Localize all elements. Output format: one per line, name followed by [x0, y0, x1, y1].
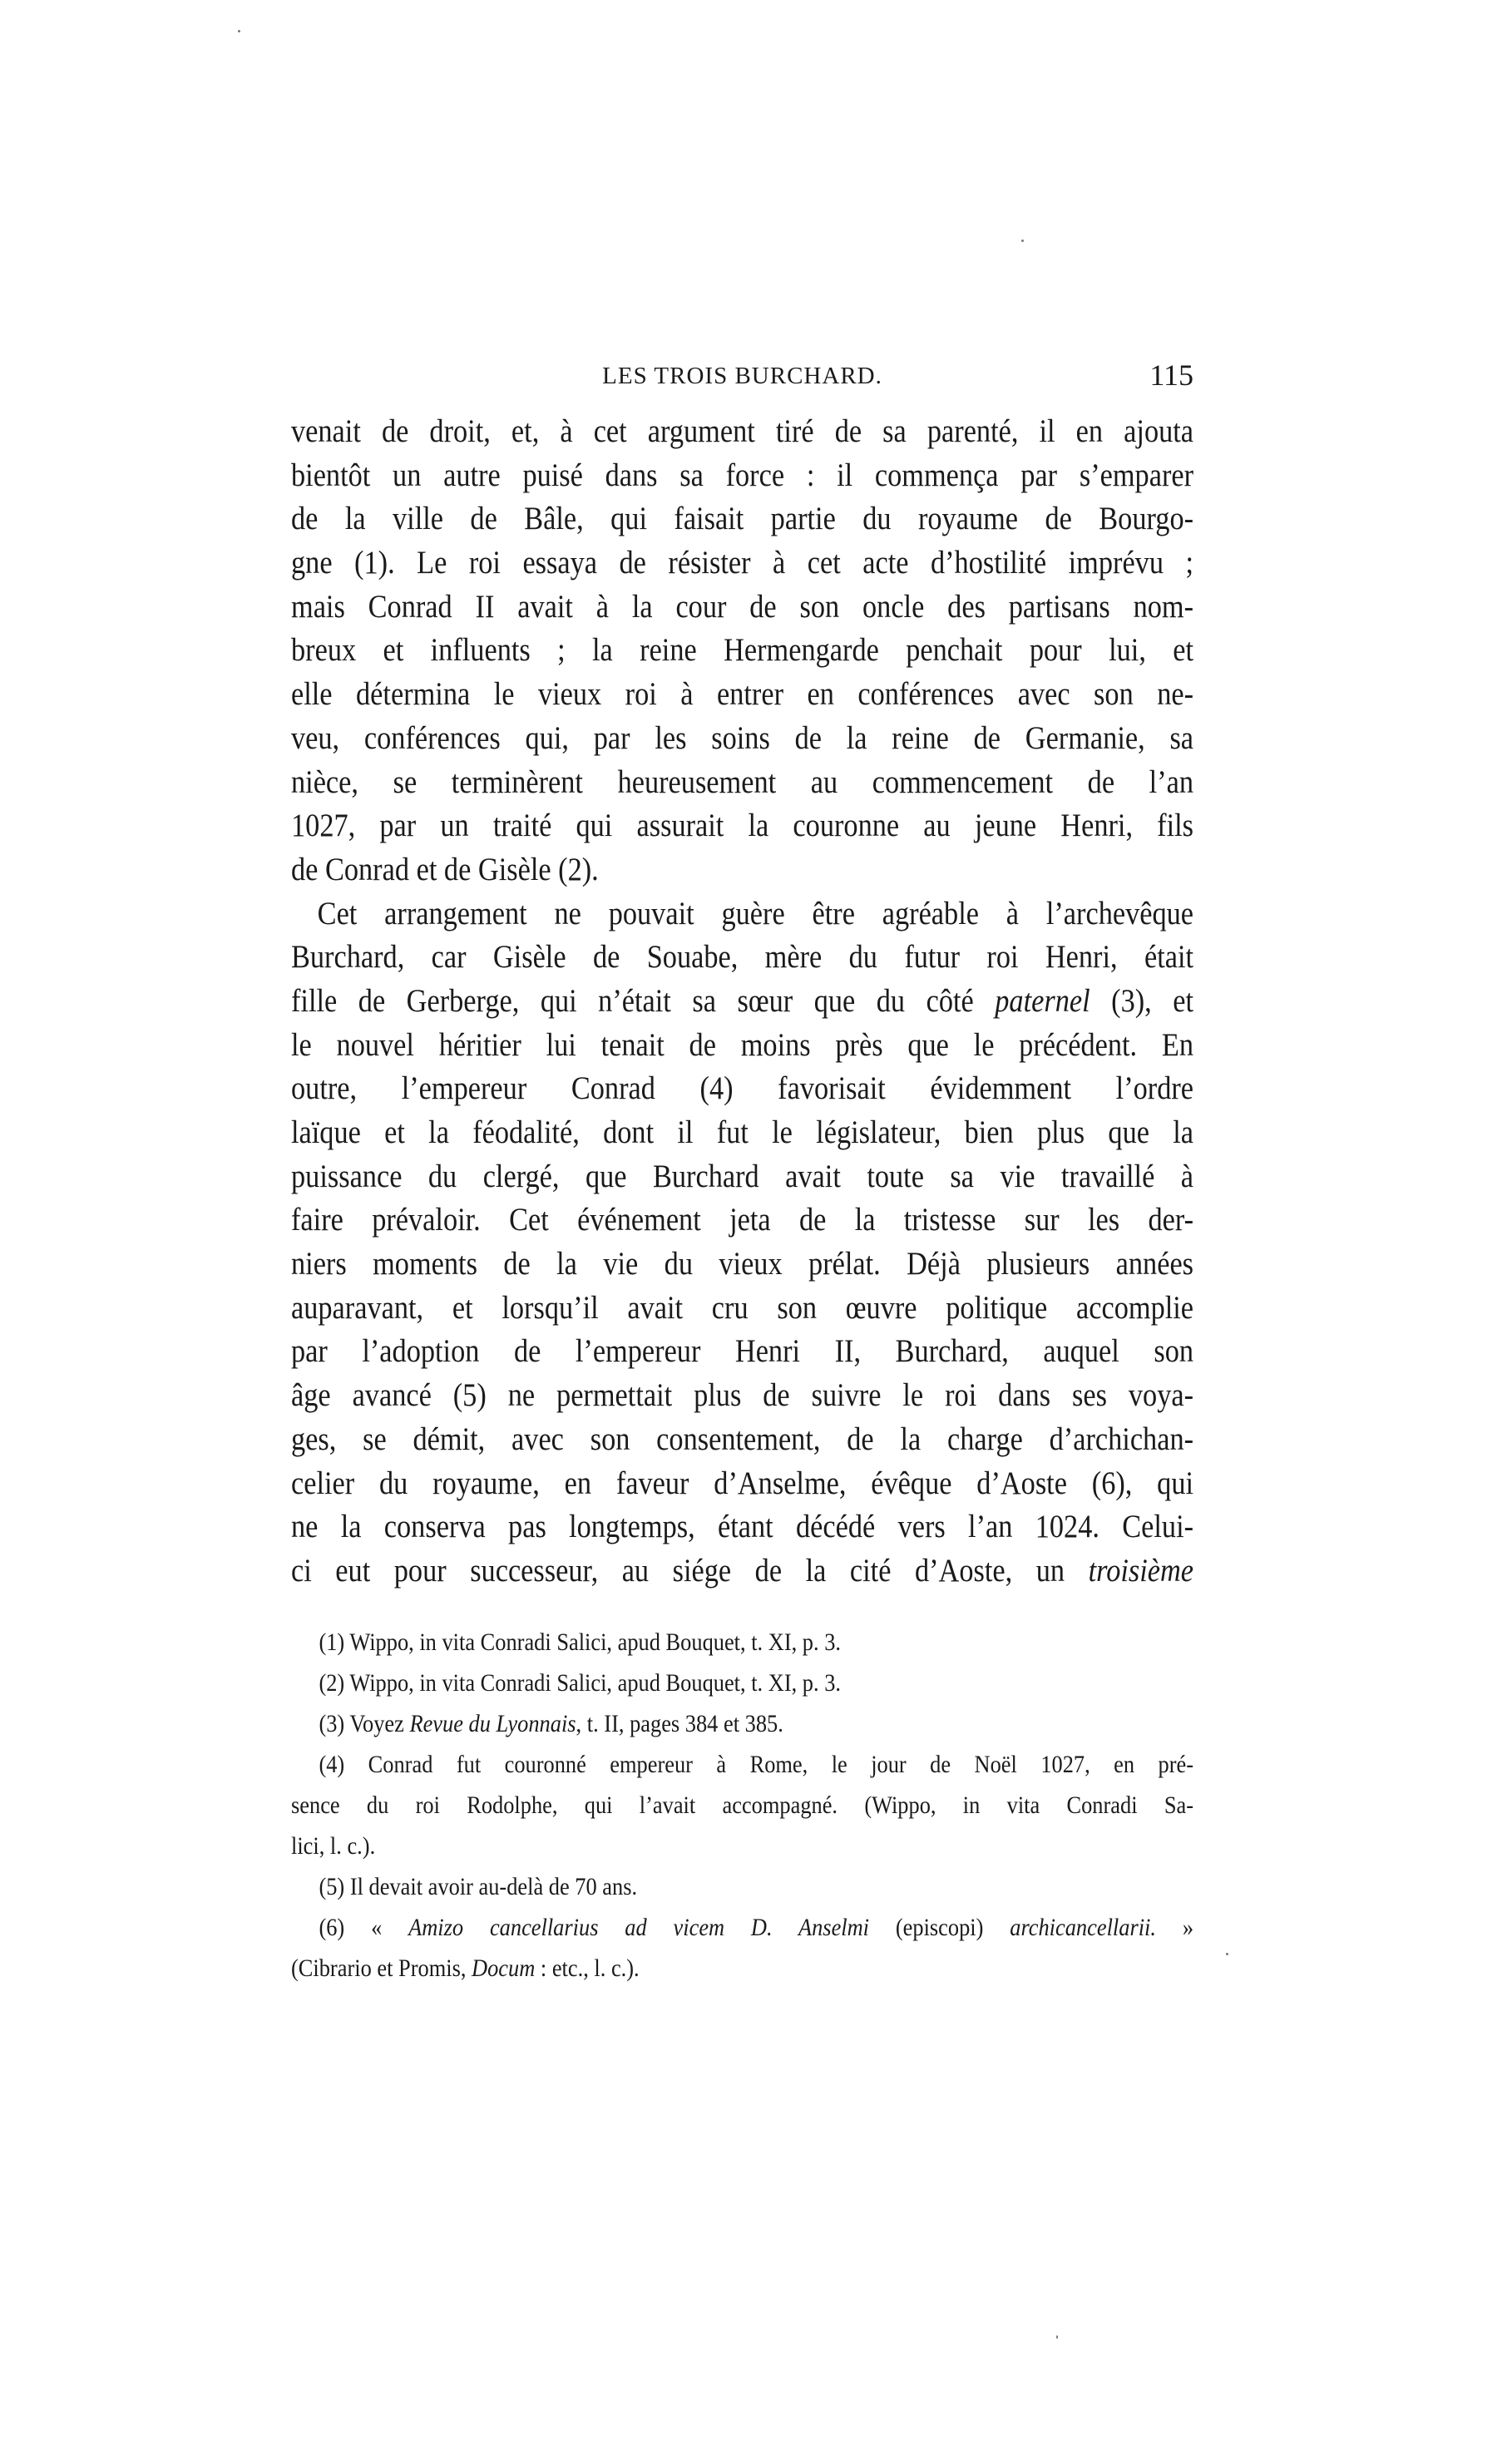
italic-text: archicancellarii.: [1010, 1914, 1156, 1941]
text-line: [291, 1505, 1193, 1549]
text-line: [291, 1330, 1193, 1374]
text-line: [291, 848, 1193, 892]
text: 1027, par un traité qui assurait la couronne au jeune Henri, fils: [291, 808, 1194, 844]
running-title: LES TROIS BURCHARD.: [602, 363, 882, 389]
text-line: [291, 629, 1193, 673]
text: (6) «: [319, 1914, 409, 1941]
text: (5) Il devait avoir au-delà de 70 ans.: [319, 1873, 638, 1900]
text: veu, conférences qui, par les soins de la reine de Germanie, sa: [291, 719, 1194, 756]
text: (3), et: [1090, 982, 1194, 1019]
text-line: [291, 1067, 1193, 1111]
page-number: 115: [1149, 358, 1193, 392]
text: gne (1). Le roi essaya de résister à cet acte d’hostilité imprévu ;: [291, 545, 1194, 581]
text-line: [291, 1243, 1193, 1287]
text: Cet arrangement ne pouvait guère être agréable à l’archevêque: [317, 895, 1194, 931]
text-line: [291, 1024, 1193, 1068]
footnote-line: [291, 1785, 1193, 1826]
text: mais Conrad II avait à la cour de son oncle des partisans nom-: [291, 588, 1194, 625]
text-line: [291, 1111, 1193, 1155]
text-line: [291, 804, 1193, 848]
text-line: [291, 717, 1193, 761]
text-line: [291, 936, 1193, 980]
text: venait de droit, et, à cet argument tiré de sa parenté, il en ajouta: [291, 413, 1194, 449]
italic-text: paternel: [995, 982, 1090, 1019]
text: fille de Gerberge, qui n’était sa sœur que du côté: [291, 982, 996, 1019]
text: de Conrad et de Gisèle (2).: [291, 851, 599, 887]
text: âge avancé (5) ne permettait plus de suivre le roi dans ses voya-: [291, 1377, 1194, 1414]
text: elle détermina le vieux roi à entrer en conférences avec son ne-: [291, 676, 1194, 713]
text-line: [291, 980, 1193, 1024]
text-line: [291, 1418, 1193, 1462]
footnote-line: [291, 1948, 1193, 1989]
scan-speck: [238, 30, 240, 32]
italic-text: Docum: [472, 1954, 536, 1982]
text-line: [291, 892, 1193, 936]
text-line: [291, 541, 1193, 586]
running-header: [291, 356, 1193, 398]
text-line: [291, 1287, 1193, 1331]
text: (3) Voyez: [319, 1710, 410, 1737]
scan-speck: [1021, 240, 1024, 242]
text: »: [1155, 1914, 1194, 1941]
text: puissance du clergé, que Burchard avait toute sa vie travaillé à: [291, 1158, 1194, 1194]
text: laïque et la féodalité, dont il fut le législateur, bien plus que la: [291, 1114, 1194, 1150]
text-line: [291, 586, 1193, 630]
text-line: [291, 497, 1193, 541]
text: de la ville de Bâle, qui faisait partie du royaume de Bourgo-: [291, 501, 1194, 537]
text-line: [291, 673, 1193, 717]
text-line: [291, 1198, 1193, 1243]
text: le nouvel héritier lui tenait de moins près que le précédent. En: [291, 1026, 1194, 1063]
text: faire prévaloir. Cet événement jeta de la tristesse sur les der-: [291, 1202, 1194, 1238]
text: par l’adoption de l’empereur Henri II, Burchard, auquel son: [291, 1333, 1194, 1370]
footnote-line: [291, 1826, 1193, 1866]
text-line: [291, 1374, 1193, 1418]
text-line: [291, 1462, 1193, 1506]
text: nièce, se terminèrent heureusement au commencement de l’an: [291, 763, 1194, 800]
footnote-line: [291, 1622, 1193, 1663]
text: auparavant, et lorsqu’il avait cru son œuvre politique accomplie: [291, 1289, 1194, 1326]
italic-text: Amizo cancellarius ad vicem D. Anselmi: [408, 1914, 870, 1941]
footnote-line: [291, 1663, 1193, 1703]
text: Burchard, car Gisèle de Souabe, mère du futur roi Henri, était: [291, 939, 1194, 976]
text: celier du royaume, en faveur d’Anselme, évêque d’Aoste (6), qui: [291, 1465, 1194, 1501]
text-line: [291, 410, 1193, 454]
footnote-line: [291, 1907, 1193, 1948]
text-line: [291, 1155, 1193, 1199]
body-text: [291, 410, 1317, 1594]
text: : etc., l. c.).: [535, 1954, 640, 1982]
text-line: [291, 1549, 1193, 1594]
scan-speck: [1056, 2335, 1058, 2339]
text-line: [291, 761, 1193, 805]
text: (episcopi): [869, 1914, 1010, 1941]
text-line: [291, 454, 1193, 498]
text: breux et influents ; la reine Hermengarde penchait pour lui, et: [291, 632, 1194, 669]
text: lici, l. c.).: [291, 1832, 376, 1860]
text: (4) Conrad fut couronné empereur à Rome, le jour de Noël 1027, en pré-: [319, 1751, 1194, 1778]
footnote-line: [291, 1866, 1193, 1907]
text: ci eut pour successeur, au siége de la cité d’Aoste, un: [291, 1552, 1089, 1589]
italic-text: Revue du Lyonnais: [409, 1710, 576, 1737]
text: , t. II, pages 384 et 385.: [576, 1710, 783, 1737]
text: (1) Wippo, in vita Conradi Salici, apud Bouquet, t. XI, p. 3.: [319, 1628, 842, 1656]
footnote-line: [291, 1703, 1193, 1744]
text: (Cibrario et Promis,: [291, 1954, 472, 1982]
italic-text: troisième: [1088, 1552, 1194, 1589]
scan-speck: [1226, 1953, 1228, 1955]
text: sence du roi Rodolphe, qui l’avait accompagné. (Wippo, in vita Conradi Sa-: [291, 1791, 1194, 1819]
footnote-line: [291, 1744, 1193, 1785]
text: niers moments de la vie du vieux prélat. Déjà plusieurs années: [291, 1246, 1194, 1282]
text: outre, l’empereur Conrad (4) favorisait évidemment l’ordre: [291, 1070, 1194, 1107]
text: ges, se démit, avec son consentement, de la charge d’archichan-: [291, 1421, 1194, 1457]
footnotes: [291, 1622, 1317, 1989]
text: (2) Wippo, in vita Conradi Salici, apud Bouquet, t. XI, p. 3.: [319, 1669, 842, 1697]
text: ne la conserva pas longtemps, étant décédé vers l’an 1024. Celui-: [291, 1509, 1194, 1545]
text: bientôt un autre puisé dans sa force : il commença par s’emparer: [291, 457, 1194, 493]
